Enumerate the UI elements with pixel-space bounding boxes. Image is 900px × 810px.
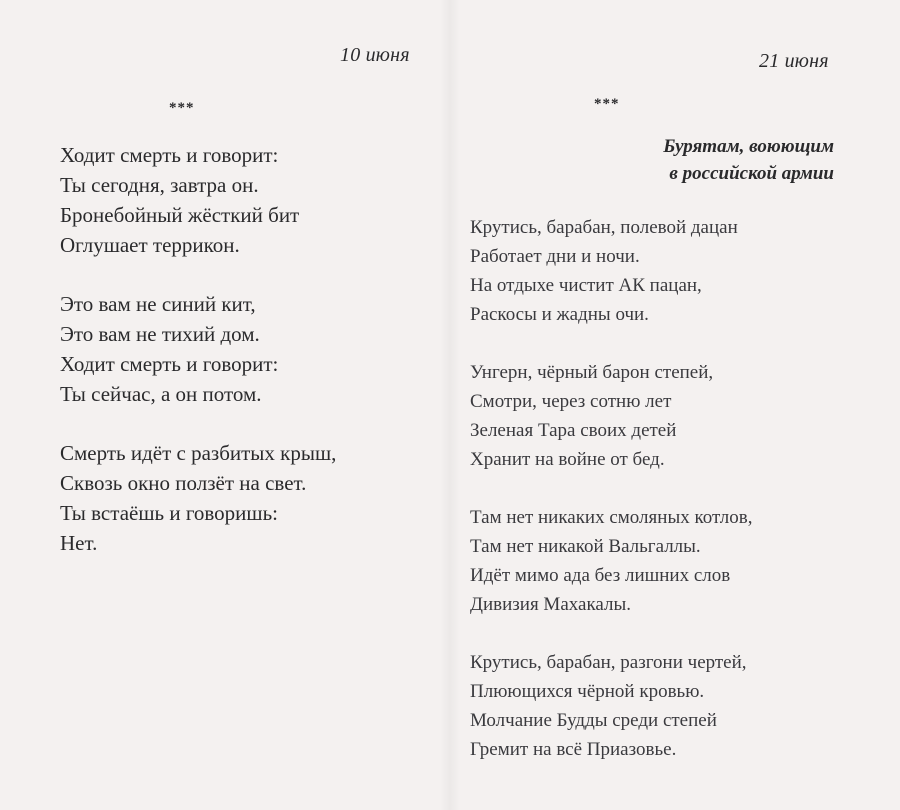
poem-line: Зеленая Тара своих детей <box>470 420 677 441</box>
poem-line: Крутись, барабан, полевой дацан <box>470 217 738 238</box>
poem-line: На отдыхе чистит АК пацан, <box>470 275 702 296</box>
poem-line: Это вам не тихий дом. <box>60 322 260 346</box>
poem-line: Ты встаёшь и говоришь: <box>60 501 278 525</box>
poem-line: Нет. <box>60 531 98 555</box>
poem-line: Идёт мимо ада без лишних слов <box>470 565 731 586</box>
poem-date: 10 июня <box>340 44 410 66</box>
poem-line: Раскосы и жадны очи. <box>470 304 649 325</box>
right-page <box>450 0 900 810</box>
poem-line: Молчание Будды среди степей <box>470 710 717 731</box>
dedication-line: в российской армии <box>669 163 834 184</box>
poem-line: Ходит смерть и говорит: <box>60 143 279 167</box>
poem-line: Плюющихся чёрной кровью. <box>470 681 705 702</box>
poem-line: Бронебойный жёсткий бит <box>60 203 300 227</box>
poem-line: Унгерн, чёрный барон степей, <box>470 362 714 383</box>
poem-body <box>60 140 336 587</box>
poem-line: Работает дни и ночи. <box>470 246 640 267</box>
stanza <box>470 213 753 329</box>
poem-line: Дивизия Махакалы. <box>470 594 631 615</box>
poem-line: Там нет никаких смоляных котлов, <box>470 507 753 528</box>
poem-dedication <box>663 133 834 187</box>
poem-line: Сквозь окно ползёт на свет. <box>60 471 307 495</box>
poem-body <box>470 213 753 793</box>
poem-line: Гремит на всё Приазовье. <box>470 739 677 760</box>
poem-line: Хранит на войне от бед. <box>470 449 665 470</box>
poem-line: Крутись, барабан, разгони чертей, <box>470 652 747 673</box>
poem-date: 21 июня <box>759 50 829 72</box>
poem-line: Смотри, через сотню лет <box>470 391 672 412</box>
poem-separator: *** <box>169 100 195 116</box>
poem-separator: *** <box>594 96 620 112</box>
stanza <box>60 438 336 558</box>
stanza <box>470 648 753 764</box>
stanza <box>60 289 336 409</box>
stanza <box>470 503 753 619</box>
dedication-line: Бурятам, воюющим <box>663 136 834 157</box>
poem-line: Там нет никакой Вальгаллы. <box>470 536 701 557</box>
stanza <box>60 140 336 260</box>
poem-line: Смерть идёт с разбитых крыш, <box>60 441 337 465</box>
poem-line: Оглушает террикон. <box>60 233 240 257</box>
poem-line: Это вам не синий кит, <box>60 292 256 316</box>
poem-line: Ходит смерть и говорит: <box>60 352 279 376</box>
stanza <box>470 358 753 474</box>
poem-line: Ты сейчас, а он потом. <box>60 382 262 406</box>
poem-line: Ты сегодня, завтра он. <box>60 173 259 197</box>
